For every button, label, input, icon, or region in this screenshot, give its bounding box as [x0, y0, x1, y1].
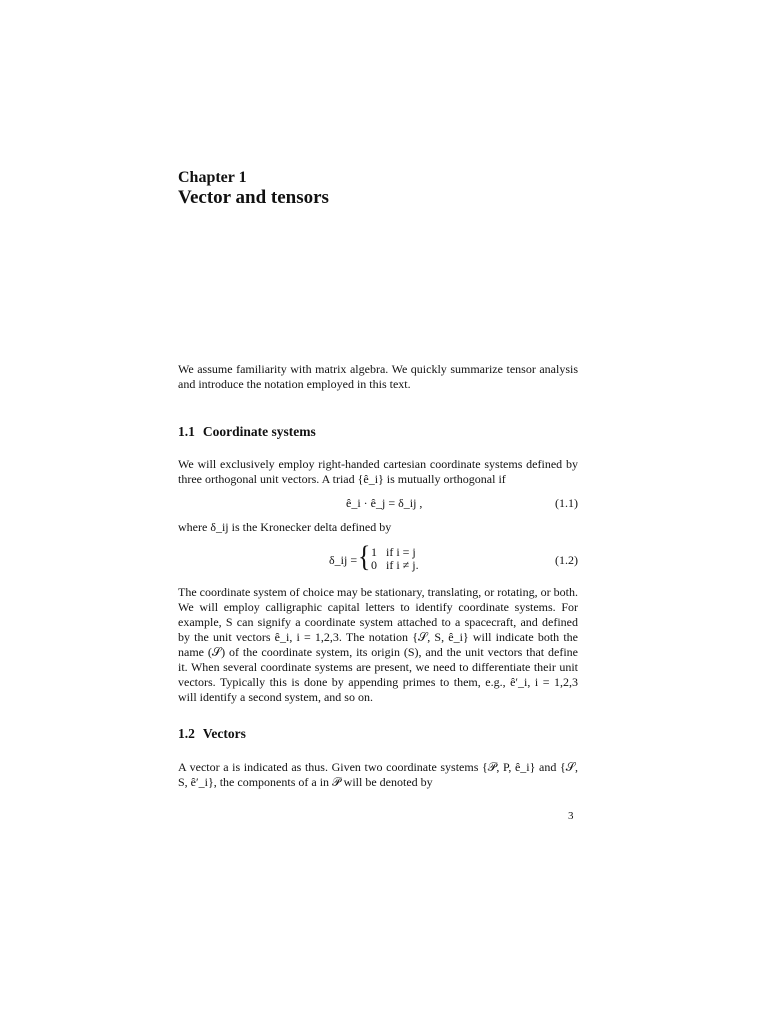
- section-2-heading: [178, 726, 246, 742]
- section-2-number: 1.2: [178, 726, 195, 741]
- equation-1-1-number: (1.1): [555, 496, 578, 510]
- case-1: 1 if i = j: [371, 545, 416, 559]
- equation-1-2-lhs: δ_ij =: [329, 553, 358, 567]
- equation-1-2-number: (1.2): [555, 553, 578, 567]
- cases-brace: {: [358, 539, 371, 574]
- section-1-paragraph-1: We will exclusively employ right-handed cartesian coordinate systems defined by three orthogonal unit vectors. A triad {ê_i} is mutually orthogonal if: [178, 457, 578, 486]
- kronecker-intro-text: where δ_ij is the Kronecker delta defined by: [178, 520, 392, 534]
- chapter-title: Vector and tensors: [178, 187, 329, 208]
- section-2-paragraph-1: A vector a is indicated as thus. Given two coordinate systems {𝒫, P, ê_i} and {𝒮, S, ê′_i}, the components of a in 𝒫 will be denoted by: [178, 760, 578, 789]
- section-1-title: Coordinate systems: [202, 424, 316, 439]
- section-1-number: 1.1: [178, 424, 195, 439]
- section-1-paragraph-2: The coordinate system of choice may be stationary, translating, or rotating, or both. We will employ calligraphic capital letters to identify coordinate systems. For example, S can signify a coordinate system attached to a spacecraft, and defined by the unit vectors ê_i, i = 1,2,3. The notation {𝒮, S, ê_i} will indicate both the name (𝒮) of the coordinate system, its origin (S), and the unit vectors that define it. When several coordinate systems are present, we need to differentiate their unit vectors. Typically this is done by appending primes to them, e.g., ê′_i, i = 1,2,3 will identify a second system, and so on.: [178, 585, 578, 704]
- section-1-heading: [178, 424, 316, 440]
- page-number: 3: [568, 810, 574, 822]
- case-2: 0 if i ≠ j.: [371, 558, 419, 572]
- section-2-title: Vectors: [202, 726, 246, 741]
- equation-1-2-cases: [371, 546, 419, 572]
- equation-1-1: ê_i · ê_j = δ_ij ,: [346, 496, 423, 510]
- chapter-label: Chapter 1: [178, 169, 247, 186]
- intro-paragraph: We assume familiarity with matrix algebra. We quickly summarize tensor analysis and introduce the notation employed in this text.: [178, 362, 578, 391]
